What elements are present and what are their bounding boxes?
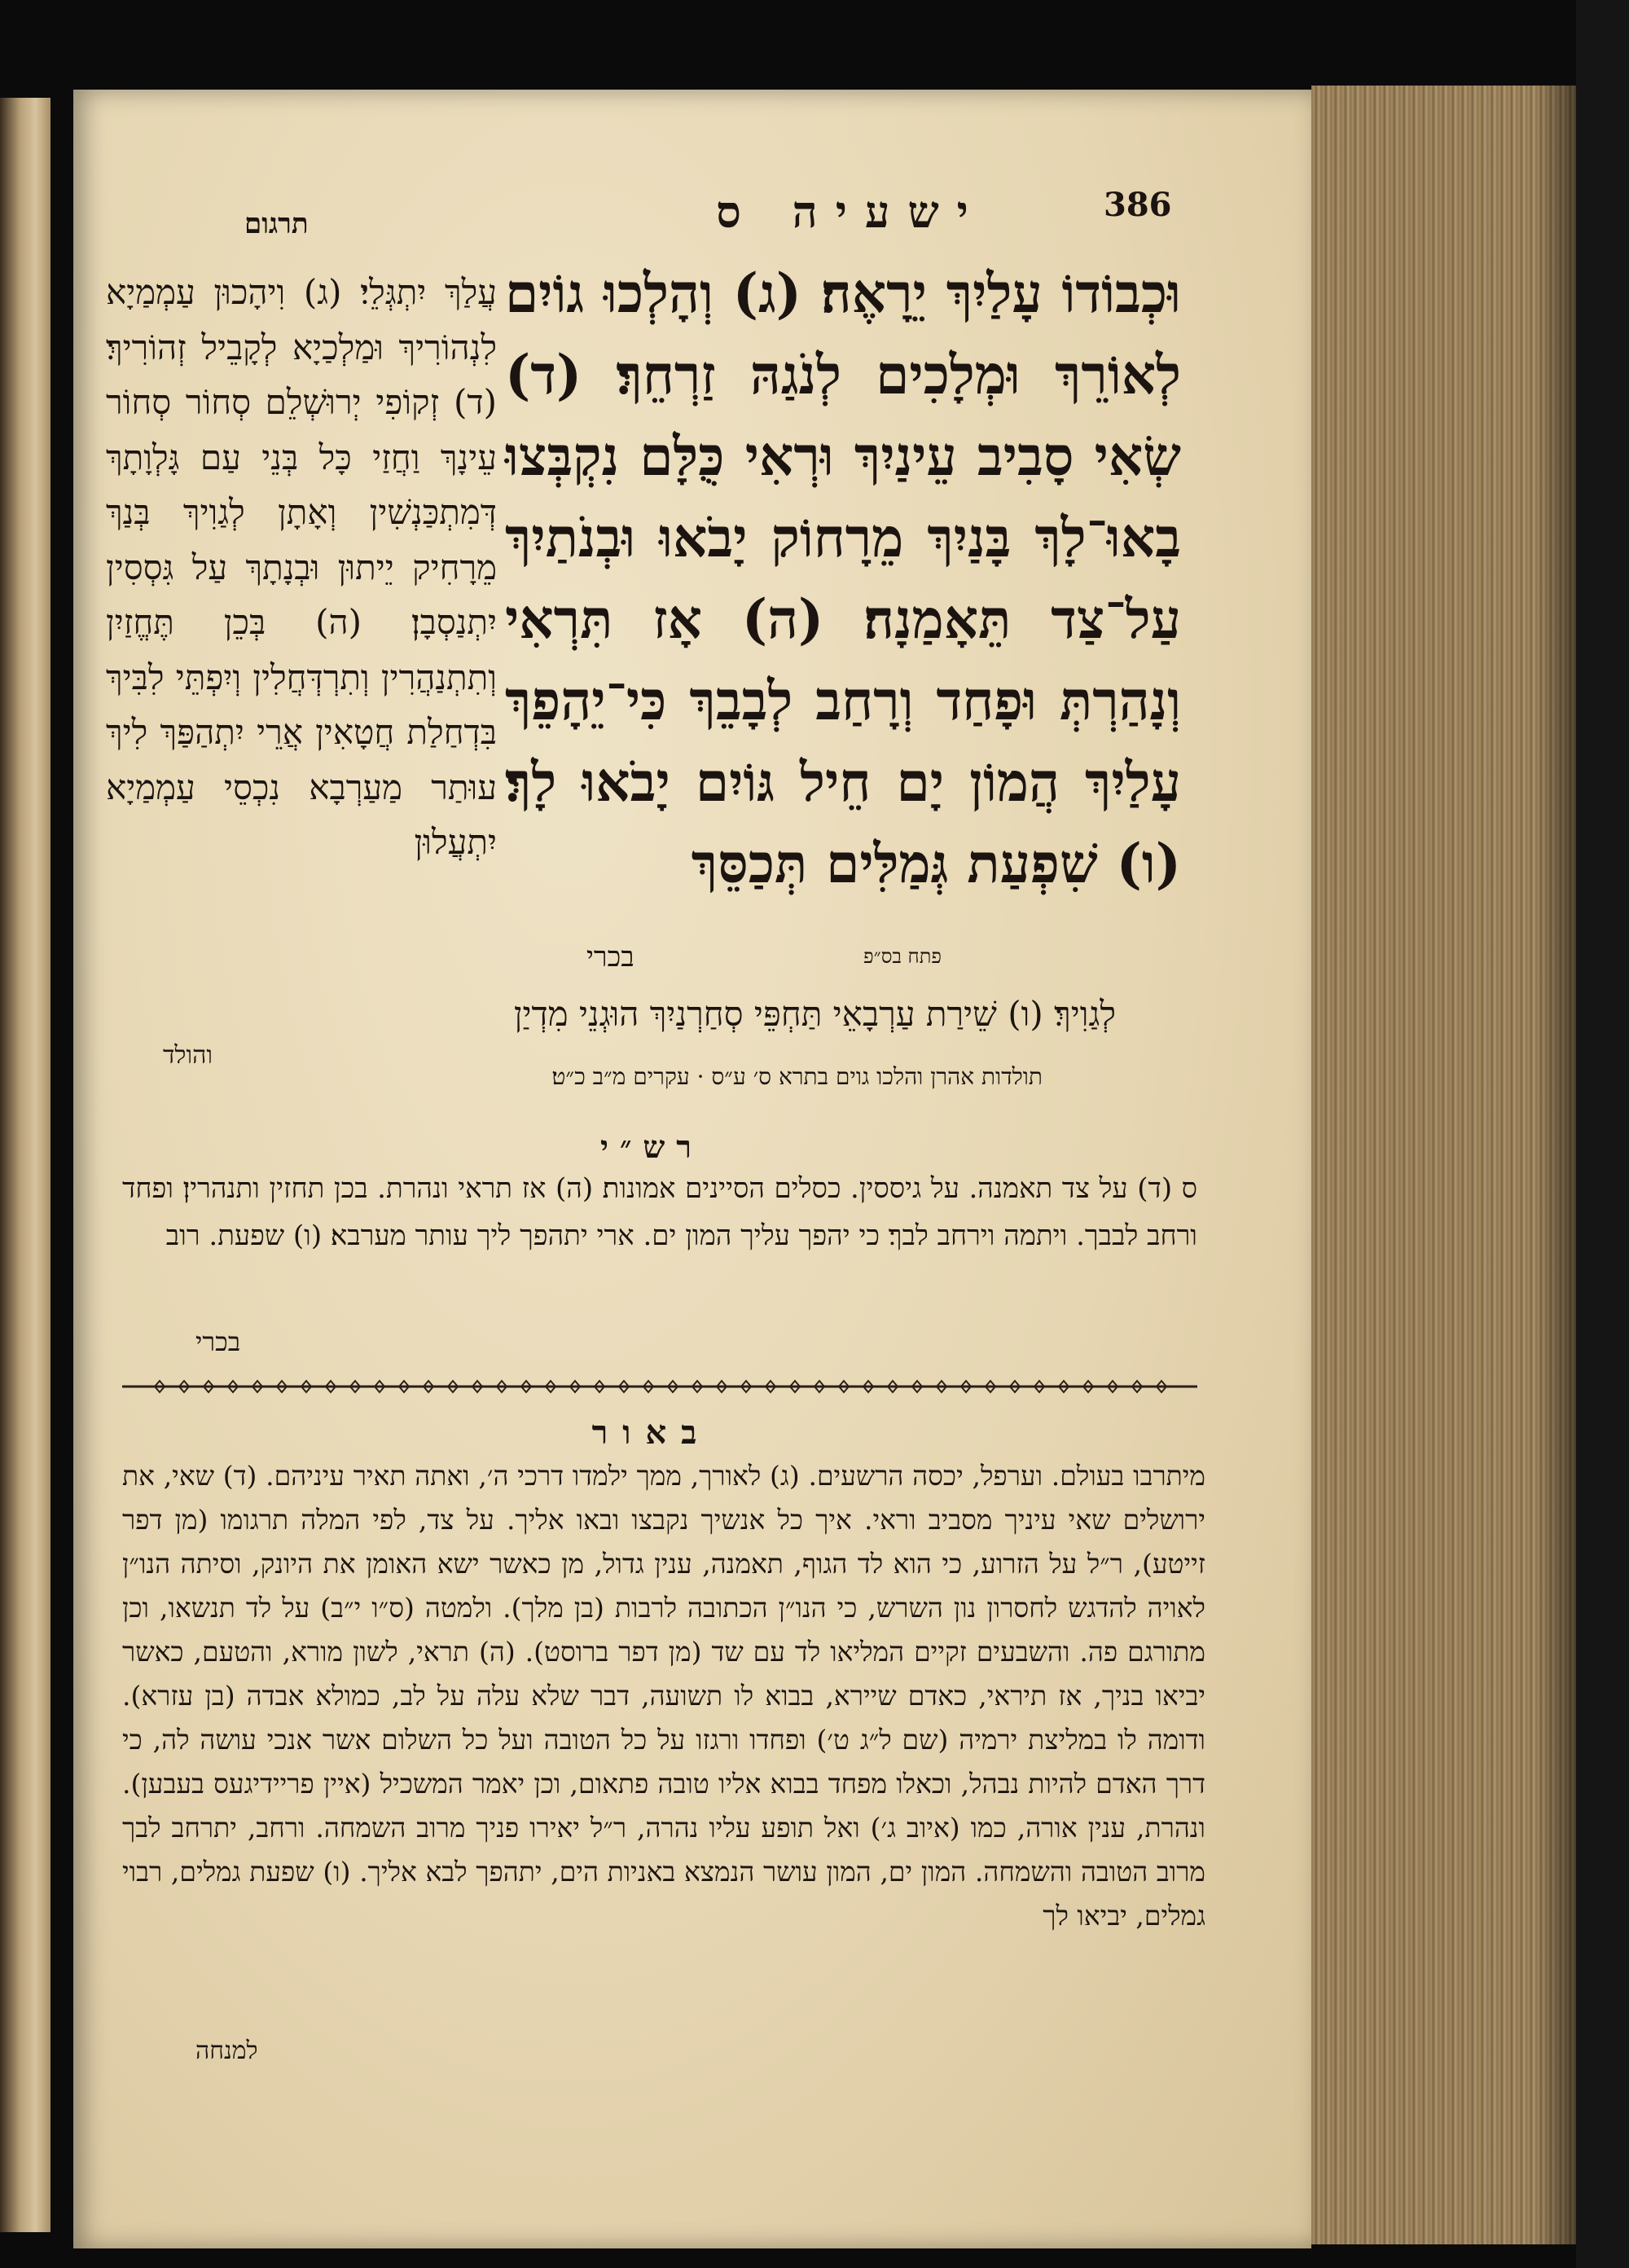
targum-catchword: והולד	[163, 1041, 213, 1070]
rashi-heading: רש״י	[600, 1128, 703, 1165]
beur-heading: באור	[591, 1413, 712, 1452]
main-catchword: בכרי	[586, 941, 634, 974]
page-number: 386	[1104, 186, 1172, 224]
targum-continuation-line: לְגַוִיךְ׃ (ו) שֵׁירַת עַרְבָאֵי תַּחְפֵּי סְחַרְנַיִךְ הוּגְנֵי מִדְיַן	[513, 994, 1116, 1034]
adjacent-page-edge	[0, 98, 50, 2232]
biblical-text-block: וּכְבוֹדוֹ עָלַיִךְ יֵרָאֶה׃ (ג) וְהָלְכוּ גוֹיִם לְאוֹרֵךְ וּמְלָכִים לְנֹגַהּ זַרְחֵךְ׃ (ד) שְׂאִי סָבִיב עֵינַיִךְ וּרְאִי כֻּלָּם נִקְבְּצוּ בָאוּ־לָךְ בָּנַיִךְ מֵרָחוֹק יָבֹאוּ וּבְנֹתַיִךְ עַל־צַד תֵּאָמַנָה׃ (ה) אָז תִּרְאִי וְנָהַרְתְּ וּפָחַד וְרָחַב לְבָבֵךְ כִּי־יֵהָפֵךְ עָלַיִךְ הֲמוֹן יָם חֵיל גּוֹיִם יָבֹאוּ לָךְ׃ (ו) שִׁפְעַת גְּמַלִּים תְּכַסֵּךְ	[505, 262, 1181, 895]
cross-references: תולדות אהרן והלכו גוים בתרא ס׳ ע״ס · עקרים מ״ב כ״ט׃	[551, 1063, 1043, 1090]
masoretic-note: פתח בס״פ	[863, 945, 942, 968]
beur-commentary: מיתרבו בעולם. וערפל, יכסה הרשעים. (ג) לאורך, ממך ילמדו דרכי ה׳, ואתה תאיר עיניהם. (ד) שאי, את ירושלים שאי עיניך מסביב וראי. איך כל אנשיך נקבצו ובאו אליך. על צד, לפי המלה תרגומו (מן דפר זייטע), ר״ל על הזרוע, כי הוא לד הגוף, תאמנה, ענין גדול, מן כאשר ישא האומן את היונק, וסיתה הנו״ן לאויה להדגש לחסרון נון השרש, כי הנו״ן הכתובה לרבות (בן מלך). ולמטה (ס״ו י״ב) על לד תנשאו, וכן מתורגם פה. והשבעים זקיים המליאו לד עם שד (מן דפר ברוסט). (ה) תראי, לשון מורא, והטעם, כאשר יביאו בניך, אז תיראי, כאדם שיירא, בבוא לו תשועה, דבר שלא עלה על לב, כמולא אבדה (בן עזרא). ודומה לו במליצת ירמיה (שם ל״ג ט׳) ופחדו ורגזו על כל הטובה ועל כל השלום אשר אנכי עושה לה, כי דרך האדם להיות נבהל, וכאלו מפחד בבוא אליו טובה פתאום, וכן יאמר המשכיל (איין פריידיגעס בעבען). ונהרת, ענין אורה, כמו (איוב ג׳) ואל תופע עליו נהרה, ר״ל יאירו פניך מרוב השמחה. ורחב, יתרחב לבך מרוב הטובה והשמחה. המון ים, המון עושר הנמצא באניות הים, יתהפך לבא אליך. (ו) שפעת גמלים, רבוי גמלים, יביאו לך	[122, 1460, 1205, 1932]
background-dark	[1576, 0, 1629, 2268]
beur-catchword: למנחה	[195, 2037, 258, 2065]
targum-column-header: תרגום	[244, 208, 309, 240]
running-head-title: ישעיה ס	[716, 186, 986, 238]
rashi-catchword: בכרי	[195, 1326, 241, 1357]
targum-text-block: עֲלַךְ יִתְגְּלֵי׃ (ג) וִיהָכוּן עַמְמַיָא לִנְהוֹרִיךְ וּמַלְכַיָא לְקָבֵיל זְהוֹרִיךְ׃ (ד) זְקוֹפִי יְרוּשְׁלֵם סְחוֹר סְחוֹר עֵינָךְ וַחֲזַי כָּל בְּנֵי עַם גָּלְוָתָךְ דְּמִתְכַּנְשִׁין וְאָתָן לְגַוִיךְ בְּנַךְ מֵרָחִיק יֵיתוּן וּבְנָתָךְ עַל גִּסְסִין יִתְנַסְבָן׃ (ה) בְּכֵן תֶּחֱזַיִן וְתִתְנַהֲרִין וְתִרְדְּחֲלִין וְיִפְתֵּי לִבִּיךְ בִּדְחַלַת חֲטָאִין אֲרֵי יִתְהַפַּךְ לִיךְ עוּתַר מַעַרְבָא נִכְסֵי עַמְמַיָא יִתְעֲלוּן	[106, 272, 497, 862]
rashi-commentary: ס (ד) על צד תאמנה. על גיססין. כסלים הסיינים אמונות׃ (ה) אז תראי ונהרת. בכן תחזין ותנהרין׃ ופחד ורחב לבבך. ויתמה וירחב לבך׃ כי יהפך עליך המון ים. ארי יתהפך ליך עותר מערבא׃ (ו) שפעת. רוב	[122, 1172, 1197, 1252]
ornamental-divider	[122, 1377, 1197, 1396]
book-fore-edge	[1311, 86, 1576, 2244]
